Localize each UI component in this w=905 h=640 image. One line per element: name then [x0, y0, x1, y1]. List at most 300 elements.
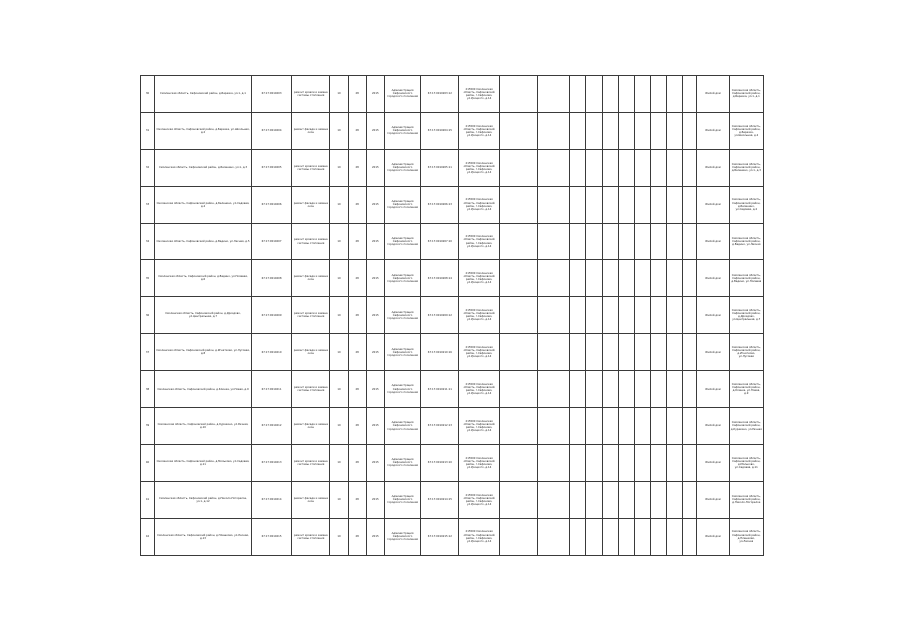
row-number: 41 [141, 481, 155, 518]
empty-cell [650, 481, 666, 518]
empty-cell [667, 223, 683, 260]
status-cell: Жилой дом [697, 186, 729, 223]
row-number: 32 [141, 149, 155, 186]
owner-cell: Администрация Сафоновского городского поселения [384, 149, 420, 186]
empty-cell [570, 149, 586, 186]
empty-cell [586, 444, 602, 481]
empty-cell [618, 260, 634, 297]
empty-cell [667, 481, 683, 518]
row-number: 33 [141, 186, 155, 223]
status-cell: Жилой дом [697, 76, 729, 113]
note-cell: Смоленская область, Сафоновский район, д.Плешково, ул.Лесная [729, 518, 763, 555]
address-cell: Смоленская область, Сафоновский район, д.Березка, ул.1, д.1 [155, 76, 252, 113]
empty-cell [538, 518, 570, 555]
empty-cell [586, 481, 602, 518]
empty-cell [570, 260, 586, 297]
value-b-cell: 28 [348, 481, 366, 518]
purpose-cell: ремонт фасада и замена окон [292, 186, 330, 223]
empty-cell [602, 223, 618, 260]
purpose-cell: ремонт кровли и замена системы отопления [292, 76, 330, 113]
status-cell: Жилой дом [697, 112, 729, 149]
registration-cell: 67:17:0010203:12 [421, 76, 459, 113]
address-cell: Смоленская область, Сафоновский район, д.Березка, ул.Школьная, д.2 [155, 112, 252, 149]
empty-cell [538, 76, 570, 113]
year-cell: 2015 [366, 481, 384, 518]
value-a-cell: 10 [330, 481, 348, 518]
table-row [141, 371, 764, 408]
value-b-cell: 28 [348, 408, 366, 445]
registration-cell: 67:17:0010214:15 [421, 481, 459, 518]
empty-cell [683, 408, 697, 445]
empty-cell [570, 481, 586, 518]
empty-cell [683, 223, 697, 260]
empty-cell [634, 334, 650, 371]
value-b-cell: 28 [348, 518, 366, 555]
owner-cell: Администрация Сафоновского городского поселения [384, 186, 420, 223]
empty-cell [683, 297, 697, 334]
basis-cell: 215500 Смоленская область, Сафоновский район, г.Сафоново, ул.Урицкого, д.14 [459, 518, 499, 555]
registration-cell: 67:17:0010205:11 [421, 149, 459, 186]
empty-cell [683, 444, 697, 481]
empty-cell [602, 112, 618, 149]
year-cell: 2015 [366, 334, 384, 371]
empty-cell [650, 518, 666, 555]
note-cell: Смоленская область, Сафоновский район, д.Вадино, ул.Полевая [729, 260, 763, 297]
purpose-cell: ремонт фасада и замена окон [292, 112, 330, 149]
purpose-cell: ремонт фасада и замена окон [292, 334, 330, 371]
address-cell: Смоленская область, Сафоновский район, д.Куракино, ул.Речная, д.10 [155, 408, 252, 445]
empty-cell [634, 408, 650, 445]
address-cell: Смоленская область, Сафоновский район, д.Беленино, ул.1, д.3 [155, 149, 252, 186]
registration-cell: 67:17:0010209:12 [421, 297, 459, 334]
empty-cell [538, 444, 570, 481]
cadastral-number-cell: 67:17:0010204 [251, 112, 291, 149]
value-a-cell: 10 [330, 149, 348, 186]
year-cell: 2015 [366, 112, 384, 149]
empty-cell [602, 260, 618, 297]
cadastral-number-cell: 67:17:0010205 [251, 149, 291, 186]
empty-cell [683, 76, 697, 113]
purpose-cell: ремонт фасада и замена окон [292, 481, 330, 518]
value-a-cell: 10 [330, 334, 348, 371]
year-cell: 2015 [366, 260, 384, 297]
empty-cell [667, 149, 683, 186]
note-cell: Смоленская область, Сафоновский район, д.Березка, ул.1, д.1 [729, 76, 763, 113]
owner-cell: Администрация Сафоновского городского поселения [384, 334, 420, 371]
empty-cell [570, 408, 586, 445]
empty-cell [683, 112, 697, 149]
empty-cell [650, 371, 666, 408]
owner-cell: Администрация Сафоновского городского поселения [384, 112, 420, 149]
value-a-cell: 10 [330, 76, 348, 113]
empty-cell [667, 444, 683, 481]
status-cell: Жилой дом [697, 408, 729, 445]
empty-cell [570, 297, 586, 334]
empty-cell [499, 223, 537, 260]
table-row [141, 408, 764, 445]
empty-cell [586, 518, 602, 555]
empty-cell [602, 297, 618, 334]
empty-cell [538, 223, 570, 260]
empty-cell [683, 334, 697, 371]
empty-cell [618, 149, 634, 186]
empty-cell [634, 149, 650, 186]
registration-cell: 67:17:0010212:13 [421, 408, 459, 445]
empty-cell [586, 112, 602, 149]
registration-cell: 67:17:0010206:13 [421, 186, 459, 223]
empty-cell [586, 297, 602, 334]
row-number: 39 [141, 408, 155, 445]
row-number: 31 [141, 112, 155, 149]
table-row [141, 112, 764, 149]
empty-cell [634, 76, 650, 113]
empty-cell [499, 76, 537, 113]
empty-cell [650, 149, 666, 186]
registration-cell: 67:17:0010213:10 [421, 444, 459, 481]
cadastral-number-cell: 67:17:0010211 [251, 371, 291, 408]
empty-cell [538, 408, 570, 445]
status-cell: Жилой дом [697, 149, 729, 186]
empty-cell [618, 334, 634, 371]
value-a-cell: 10 [330, 297, 348, 334]
empty-cell [586, 76, 602, 113]
year-cell: 2015 [366, 444, 384, 481]
empty-cell [650, 260, 666, 297]
empty-cell [602, 149, 618, 186]
basis-cell: 215500 Смоленская область, Сафоновский район, г.Сафоново, ул.Урицкого, д.14 [459, 112, 499, 149]
value-b-cell: 28 [348, 186, 366, 223]
empty-cell [667, 334, 683, 371]
cadastral-number-cell: 67:17:0010208 [251, 260, 291, 297]
empty-cell [499, 371, 537, 408]
row-number: 40 [141, 444, 155, 481]
basis-cell: 215500 Смоленская область, Сафоновский район, г.Сафоново, ул.Урицкого, д.14 [459, 260, 499, 297]
note-cell: Смоленская область, Сафоновский район, д.Беленино, ул.1, д.3 [729, 149, 763, 186]
address-cell: Смоленская область, Сафоновский район, д.Плешково, ул.Лесная, д.13 [155, 518, 252, 555]
value-a-cell: 10 [330, 444, 348, 481]
value-a-cell: 10 [330, 518, 348, 555]
address-cell: Смоленская область, Сафоновский район, д.Николо-Погорелое, ул.1, д.12 [155, 481, 252, 518]
status-cell: Жилой дом [697, 371, 729, 408]
value-b-cell: 28 [348, 297, 366, 334]
empty-cell [586, 186, 602, 223]
cadastral-number-cell: 67:17:0010213 [251, 444, 291, 481]
empty-cell [602, 444, 618, 481]
empty-cell [570, 371, 586, 408]
empty-cell [650, 186, 666, 223]
note-cell: Смоленская область, Сафоновский район, д.Вадино, ул.Лесная [729, 223, 763, 260]
year-cell: 2015 [366, 149, 384, 186]
table-row [141, 76, 764, 113]
empty-cell [586, 371, 602, 408]
owner-cell: Администрация Сафоновского городского поселения [384, 223, 420, 260]
registration-cell: 67:17:0010207:10 [421, 223, 459, 260]
note-cell: Смоленская область, Сафоновский район, д.Игнатково, ул.Луговая [729, 334, 763, 371]
empty-cell [570, 334, 586, 371]
value-a-cell: 10 [330, 112, 348, 149]
empty-cell [618, 76, 634, 113]
empty-cell [650, 223, 666, 260]
table-row [141, 260, 764, 297]
empty-cell [586, 149, 602, 186]
empty-cell [538, 481, 570, 518]
empty-cell [683, 260, 697, 297]
status-cell: Жилой дом [697, 260, 729, 297]
owner-cell: Администрация Сафоновского городского поселения [384, 76, 420, 113]
empty-cell [499, 112, 537, 149]
empty-cell [618, 408, 634, 445]
address-cell: Смоленская область, Сафоновский район, д.Вадино, ул.Лесная, д.5 [155, 223, 252, 260]
year-cell: 2015 [366, 76, 384, 113]
year-cell: 2015 [366, 518, 384, 555]
empty-cell [667, 297, 683, 334]
empty-cell [634, 371, 650, 408]
owner-cell: Администрация Сафоновского городского поселения [384, 481, 420, 518]
owner-cell: Администрация Сафоновского городского поселения [384, 408, 420, 445]
table-row [141, 518, 764, 555]
empty-cell [683, 186, 697, 223]
empty-cell [602, 408, 618, 445]
registration-cell: 67:17:0010211:11 [421, 371, 459, 408]
basis-cell: 215500 Смоленская область, Сафоновский район, г.Сафоново, ул.Урицкого, д.14 [459, 297, 499, 334]
basis-cell: 215500 Смоленская область, Сафоновский район, г.Сафоново, ул.Урицкого, д.14 [459, 334, 499, 371]
value-b-cell: 28 [348, 76, 366, 113]
empty-cell [634, 444, 650, 481]
address-cell: Смоленская область, Сафоновский район, д.Игнатково, ул.Луговая, д.8 [155, 334, 252, 371]
empty-cell [538, 112, 570, 149]
empty-cell [602, 186, 618, 223]
empty-cell [667, 408, 683, 445]
value-b-cell: 28 [348, 112, 366, 149]
empty-cell [667, 186, 683, 223]
table-row [141, 444, 764, 481]
purpose-cell: ремонт кровли и замена системы отопления [292, 149, 330, 186]
empty-cell [570, 518, 586, 555]
empty-cell [634, 112, 650, 149]
empty-cell [634, 260, 650, 297]
address-cell: Смоленская область, Сафоновский район, д.Клинка, ул.Новая, д.9 [155, 371, 252, 408]
empty-cell [650, 444, 666, 481]
table-row [141, 149, 764, 186]
empty-cell [586, 223, 602, 260]
empty-cell [667, 76, 683, 113]
empty-cell [634, 223, 650, 260]
status-cell: Жилой дом [697, 297, 729, 334]
empty-cell [683, 149, 697, 186]
owner-cell: Администрация Сафоновского городского поселения [384, 371, 420, 408]
cadastral-number-cell: 67:17:0010209 [251, 297, 291, 334]
empty-cell [618, 444, 634, 481]
purpose-cell: ремонт кровли и замена системы отопления [292, 223, 330, 260]
year-cell: 2015 [366, 297, 384, 334]
empty-cell [499, 260, 537, 297]
empty-cell [618, 518, 634, 555]
empty-cell [538, 186, 570, 223]
value-b-cell: 28 [348, 223, 366, 260]
value-b-cell: 28 [348, 334, 366, 371]
purpose-cell: ремонт фасада и замена окон [292, 260, 330, 297]
value-a-cell: 10 [330, 223, 348, 260]
empty-cell [570, 444, 586, 481]
empty-cell [602, 518, 618, 555]
empty-cell [586, 260, 602, 297]
owner-cell: Администрация Сафоновского городского поселения [384, 297, 420, 334]
empty-cell [602, 334, 618, 371]
note-cell: Смоленская область, Сафоновский район, д.Беленино, ул.Садовая, д.4 [729, 186, 763, 223]
note-cell: Смоленская область, Сафоновский район, д.Дроздово, ул.Центральная, д.7 [729, 297, 763, 334]
cadastral-number-cell: 67:17:0010215 [251, 518, 291, 555]
empty-cell [538, 260, 570, 297]
cadastral-number-cell: 67:17:0010203 [251, 76, 291, 113]
row-number: 35 [141, 260, 155, 297]
empty-cell [499, 444, 537, 481]
registration-cell: 67:17:0010208:14 [421, 260, 459, 297]
empty-cell [634, 186, 650, 223]
basis-cell: 215500 Смоленская область, Сафоновский район, г.Сафоново, ул.Урицкого, д.14 [459, 408, 499, 445]
purpose-cell: ремонт кровли и замена системы отопления [292, 444, 330, 481]
empty-cell [570, 223, 586, 260]
row-number: 42 [141, 518, 155, 555]
year-cell: 2015 [366, 371, 384, 408]
empty-cell [538, 371, 570, 408]
value-b-cell: 28 [348, 260, 366, 297]
registry-page [140, 75, 764, 555]
address-cell: Смоленская область, Сафоновский район, д.Беленино, ул.Садовая, д.4 [155, 186, 252, 223]
empty-cell [602, 481, 618, 518]
row-number: 37 [141, 334, 155, 371]
empty-cell [650, 76, 666, 113]
basis-cell: 215500 Смоленская область, Сафоновский район, г.Сафоново, ул.Урицкого, д.14 [459, 223, 499, 260]
registration-cell: 67:17:0010204:15 [421, 112, 459, 149]
cadastral-number-cell: 67:17:0010210 [251, 334, 291, 371]
note-cell: Смоленская область, Сафоновский район, д.Березка, ул.Школьная, д.2 [729, 112, 763, 149]
status-cell: Жилой дом [697, 444, 729, 481]
owner-cell: Администрация Сафоновского городского поселения [384, 518, 420, 555]
row-number: 38 [141, 371, 155, 408]
empty-cell [618, 297, 634, 334]
empty-cell [650, 408, 666, 445]
empty-cell [618, 371, 634, 408]
empty-cell [650, 112, 666, 149]
empty-cell [570, 76, 586, 113]
empty-cell [499, 334, 537, 371]
value-a-cell: 10 [330, 408, 348, 445]
empty-cell [683, 371, 697, 408]
cadastral-number-cell: 67:17:0010212 [251, 408, 291, 445]
empty-cell [538, 297, 570, 334]
registration-cell: 67:17:0010215:12 [421, 518, 459, 555]
registry-table [140, 75, 764, 556]
empty-cell [667, 518, 683, 555]
status-cell: Жилой дом [697, 481, 729, 518]
empty-cell [499, 408, 537, 445]
empty-cell [634, 481, 650, 518]
empty-cell [602, 76, 618, 113]
empty-cell [499, 297, 537, 334]
purpose-cell: ремонт кровли и замена системы отопления [292, 371, 330, 408]
empty-cell [683, 481, 697, 518]
empty-cell [499, 149, 537, 186]
empty-cell [538, 334, 570, 371]
note-cell: Смоленская область, Сафоновский район, д.Куракино, ул.Речная [729, 408, 763, 445]
cadastral-number-cell: 67:17:0010214 [251, 481, 291, 518]
note-cell: Смоленская область, Сафоновский район, д.Николо-Погорелое [729, 481, 763, 518]
table-row [141, 186, 764, 223]
row-number: 34 [141, 223, 155, 260]
purpose-cell: ремонт кровли и замена системы отопления [292, 518, 330, 555]
status-cell: Жилой дом [697, 223, 729, 260]
table-row [141, 334, 764, 371]
year-cell: 2015 [366, 408, 384, 445]
status-cell: Жилой дом [697, 518, 729, 555]
note-cell: Смоленская область, Сафоновский район, д.Мольково, ул.Садовая, д.11 [729, 444, 763, 481]
address-cell: Смоленская область, Сафоновский район, д.Мольково, ул.Садовая, д.11 [155, 444, 252, 481]
cadastral-number-cell: 67:17:0010207 [251, 223, 291, 260]
table-row [141, 223, 764, 260]
empty-cell [683, 518, 697, 555]
value-b-cell: 28 [348, 444, 366, 481]
basis-cell: 215500 Смоленская область, Сафоновский район, г.Сафоново, ул.Урицкого, д.14 [459, 481, 499, 518]
owner-cell: Администрация Сафоновского городского поселения [384, 444, 420, 481]
purpose-cell: ремонт кровли и замена системы отопления [292, 297, 330, 334]
purpose-cell: ремонт фасада и замена окон [292, 408, 330, 445]
value-a-cell: 10 [330, 186, 348, 223]
basis-cell: 215500 Смоленская область, Сафоновский район, г.Сафоново, ул.Урицкого, д.14 [459, 149, 499, 186]
empty-cell [667, 371, 683, 408]
registration-cell: 67:17:0010210:16 [421, 334, 459, 371]
empty-cell [650, 297, 666, 334]
row-number: 36 [141, 297, 155, 334]
value-b-cell: 28 [348, 371, 366, 408]
basis-cell: 215500 Смоленская область, Сафоновский район, г.Сафоново, ул.Урицкого, д.14 [459, 186, 499, 223]
basis-cell: 215500 Смоленская область, Сафоновский район, г.Сафоново, ул.Урицкого, д.14 [459, 76, 499, 113]
empty-cell [586, 408, 602, 445]
cadastral-number-cell: 67:17:0010206 [251, 186, 291, 223]
empty-cell [667, 260, 683, 297]
empty-cell [499, 481, 537, 518]
empty-cell [570, 186, 586, 223]
year-cell: 2015 [366, 186, 384, 223]
empty-cell [538, 149, 570, 186]
empty-cell [602, 371, 618, 408]
empty-cell [634, 518, 650, 555]
empty-cell [586, 334, 602, 371]
empty-cell [499, 518, 537, 555]
status-cell: Жилой дом [697, 334, 729, 371]
table-row [141, 481, 764, 518]
empty-cell [618, 112, 634, 149]
empty-cell [499, 186, 537, 223]
value-a-cell: 10 [330, 260, 348, 297]
empty-cell [570, 112, 586, 149]
year-cell: 2015 [366, 223, 384, 260]
note-cell: Смоленская область, Сафоновский район, д.Клинка, ул.Новая, д.9 [729, 371, 763, 408]
address-cell: Смоленская область, Сафоновский район, д.Вадино, ул.Полевая, д.6 [155, 260, 252, 297]
empty-cell [667, 112, 683, 149]
row-number: 30 [141, 76, 155, 113]
basis-cell: 215500 Смоленская область, Сафоновский район, г.Сафоново, ул.Урицкого, д.14 [459, 371, 499, 408]
empty-cell [634, 297, 650, 334]
value-a-cell: 10 [330, 371, 348, 408]
empty-cell [618, 481, 634, 518]
address-cell: Смоленская область, Сафоновский район, д.Дроздово, ул.Центральная, д.7 [155, 297, 252, 334]
table-row [141, 297, 764, 334]
empty-cell [618, 223, 634, 260]
value-b-cell: 28 [348, 149, 366, 186]
basis-cell: 215500 Смоленская область, Сафоновский район, г.Сафоново, ул.Урицкого, д.14 [459, 444, 499, 481]
empty-cell [650, 334, 666, 371]
empty-cell [618, 186, 634, 223]
